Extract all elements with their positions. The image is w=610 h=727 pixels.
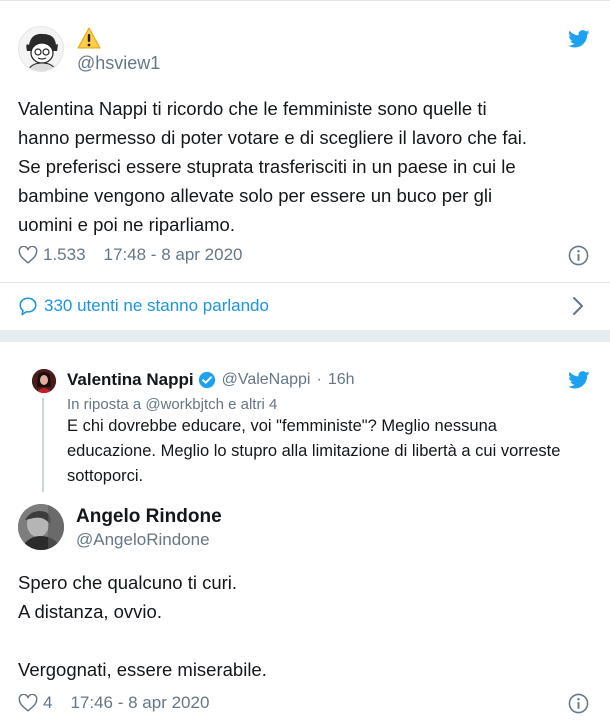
text-line: A distanza, ovvio. <box>18 601 162 622</box>
conversation-label[interactable]: 330 utenti ne stanno parlando <box>44 296 269 315</box>
text-line: hanno permesso di poter votare e di scegliere il lavoro che fai. <box>18 127 528 148</box>
text-line: educazione. Meglio lo stupro alla limitazione di libertà a cui vorreste <box>67 442 561 460</box>
text-line: uomini e poi ne riparliamo. <box>18 214 235 235</box>
like-count[interactable]: 4 <box>43 693 53 712</box>
tweet1-meta <box>18 245 243 265</box>
text-line: Spero che qualcuno ti curi. <box>18 572 238 593</box>
hsview1-avatar[interactable] <box>18 26 64 72</box>
tweet2-meta <box>18 693 209 713</box>
section-separator <box>0 330 610 342</box>
quoted-handle[interactable]: @ValeNappi <box>221 371 311 388</box>
tweet2-name[interactable]: Angelo Rindone <box>76 506 222 527</box>
timestamp[interactable]: 17:48 - 8 apr 2020 <box>103 245 243 264</box>
text-line: Valentina Nappi ti ricordo che le femministe sono quelle ti <box>18 98 487 119</box>
verified-badge-icon <box>198 371 216 389</box>
reply-to-label[interactable]: In riposta a @workbjtch e altri 4 <box>67 396 278 413</box>
twitter-bird-icon[interactable] <box>568 371 590 389</box>
text-line <box>18 626 608 655</box>
heart-icon[interactable] <box>18 246 38 264</box>
dot-separator: · <box>316 371 322 388</box>
tweet1-handle[interactable]: @hsview1 <box>77 53 161 73</box>
chevron-right-icon[interactable] <box>572 296 584 321</box>
quoted-text <box>67 414 607 489</box>
twitter-bird-icon[interactable] <box>568 30 590 48</box>
text-line: sottoporci. <box>67 467 144 485</box>
quoted-name[interactable]: Valentina Nappi <box>67 370 194 389</box>
quoted-age[interactable]: 16h <box>327 371 355 388</box>
reply-thread-line <box>42 398 44 492</box>
divider <box>0 282 610 283</box>
quoted-header <box>67 370 355 390</box>
conversation-link[interactable] <box>18 293 593 319</box>
info-icon[interactable] <box>568 245 589 271</box>
tweet1-text <box>18 94 608 239</box>
angelo-avatar[interactable] <box>18 504 64 550</box>
tweet2-handle[interactable]: @AngeloRindone <box>76 530 210 549</box>
valentina-avatar[interactable] <box>32 369 56 393</box>
heart-icon[interactable] <box>18 694 38 712</box>
top-divider <box>0 0 610 1</box>
speech-bubble-icon <box>18 296 38 316</box>
warning-icon <box>77 27 101 49</box>
text-line: bambine vengono allevate solo per essere un buco per gli <box>18 185 493 206</box>
like-count[interactable]: 1.533 <box>43 245 86 264</box>
text-line: E chi dovrebbe educare, voi "femministe"? Meglio nessuna <box>67 417 497 435</box>
timestamp[interactable]: 17:46 - 8 apr 2020 <box>70 693 210 712</box>
tweet2-text <box>18 568 608 684</box>
text-line: Vergognati, essere miserabile. <box>18 659 267 680</box>
info-icon[interactable] <box>568 693 589 719</box>
text-line: Se preferisci essere stuprata trasferisciti in un paese in cui le <box>18 156 516 177</box>
